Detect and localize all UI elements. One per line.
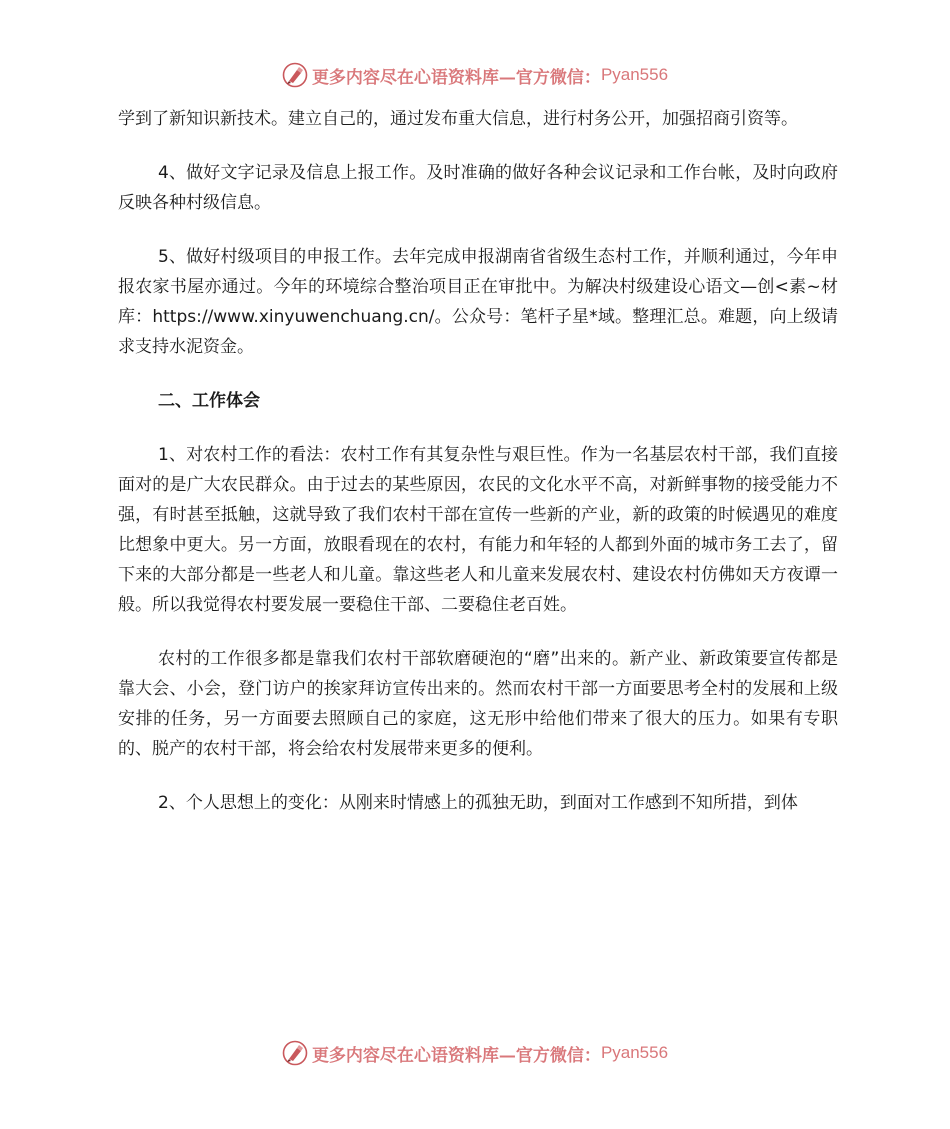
banner-text: 更多内容尽在心语资料库—官方微信：	[311, 67, 601, 88]
paragraph: 2、个人思想上的变化：从刚来时情感上的孤独无助，到面对工作感到不知所措，到体	[158, 793, 798, 813]
header-banner	[0, 60, 950, 90]
document-body	[118, 104, 838, 818]
pen-nib-icon	[282, 62, 308, 88]
paragraph: 5、做好村级项目的申报工作。去年完成申报湖南省省级生态村工作，并顺利通过，今年申报农家书屋亦通过。今年的环境综合整治项目正在审批中。为解决村级建设心语文—创<素~材库：https://www.xinyuwenchuang.cn/。公众号：笔杆子星*域。整理汇总。难题，向上级请求支持水泥资金。	[118, 247, 838, 357]
banner-account: Pyan556	[600, 1043, 669, 1062]
paragraph: 农村的工作很多都是靠我们农村干部软磨硬泡的“磨”出来的。新产业、新政策要宣传都是靠大会、小会，登门访户的挨家拜访宣传出来的。然而农村干部一方面要思考全村的发展和上级安排的任务，另一方面要去照顾自己的家庭，这无形中给他们带来了很大的压力。如果有专职的、脱产的农村干部，将会给农村发展带来更多的便利。	[118, 649, 838, 759]
banner-account: Pyan556	[600, 65, 669, 84]
paragraph: 4、做好文字记录及信息上报工作。及时准确的做好各种会议记录和工作台帐，及时向政府反映各种村级信息。	[118, 163, 838, 213]
banner-text: 更多内容尽在心语资料库—官方微信：	[311, 1045, 601, 1066]
pen-nib-icon	[282, 1040, 308, 1066]
paragraph: 学到了新知识新技术。建立自己的，通过发布重大信息，进行村务公开，加强招商引资等。	[118, 109, 798, 129]
footer-banner	[0, 1038, 950, 1068]
section-heading: 二、工作体会	[158, 391, 260, 411]
paragraph: 1、对农村工作的看法：农村工作有其复杂性与艰巨性。作为一名基层农村干部，我们直接面对的是广大农民群众。由于过去的某些原因，农民的文化水平不高，对新鲜事物的接受能力不强，有时甚至抵触，这就导致了我们农村干部在宣传一些新的产业，新的政策的时候遇见的难度比想象中更大。另一方面，放眼看现在的农村，有能力和年轻的人都到外面的城市务工去了，留下来的大部分都是一些老人和儿童。靠这些老人和儿童来发展农村、建设农村仿佛如天方夜谭一般。所以我觉得农村要发展一要稳住干部、二要稳住老百姓。	[118, 445, 838, 615]
